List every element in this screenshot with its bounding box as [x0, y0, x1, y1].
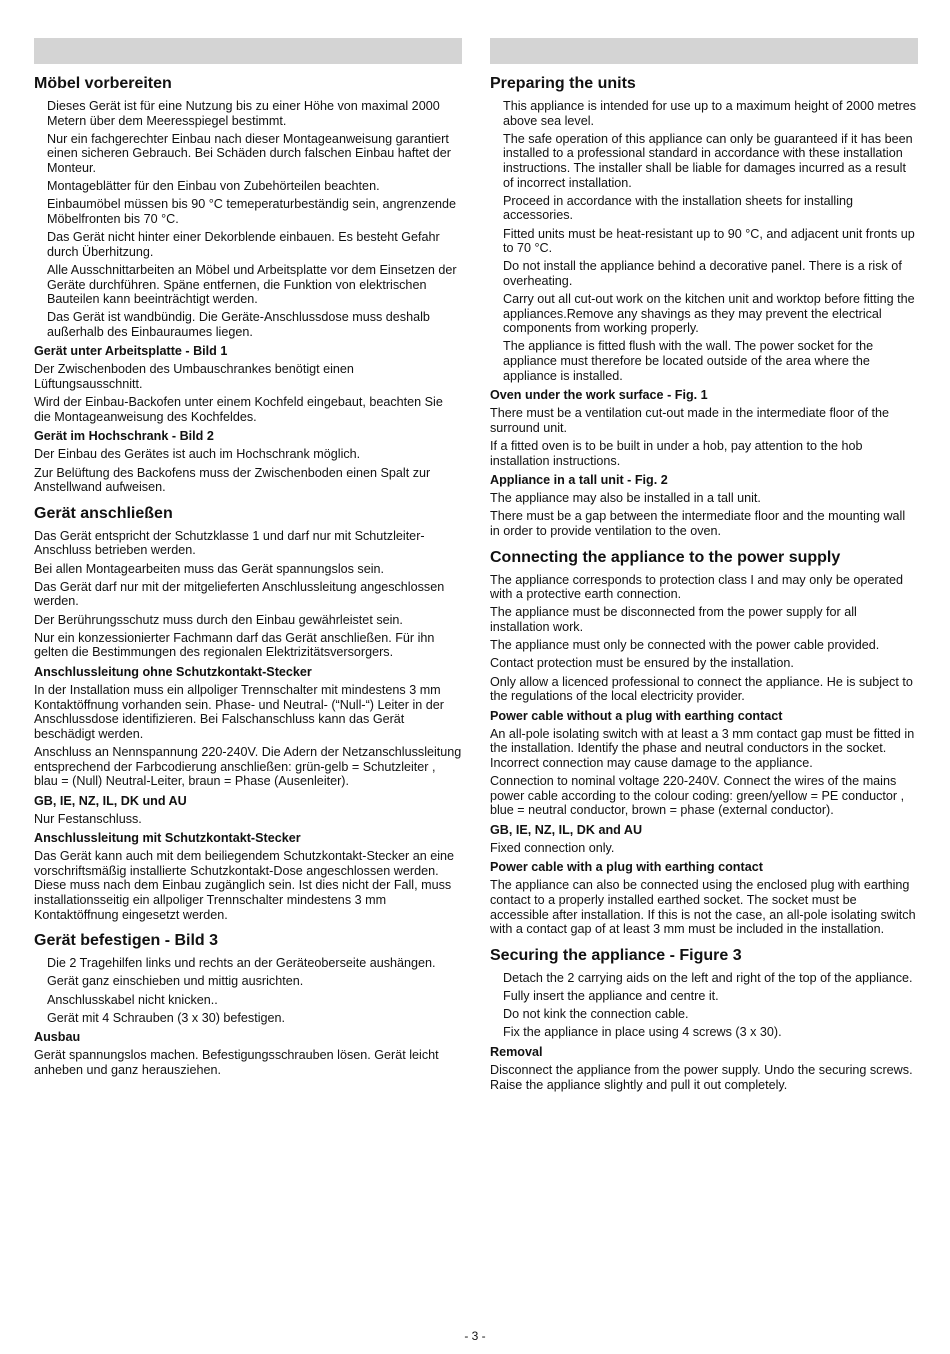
subheading: Appliance in a tall unit - Fig. 2	[490, 473, 668, 488]
german-column	[34, 38, 462, 1081]
instruction-paragraph: Fully insert the appliance and centre it.	[503, 989, 719, 1004]
section-heading: Securing the appliance - Figure 3	[490, 946, 742, 964]
instruction-paragraph: Die 2 Tragehilfen links und rechts an der Geräteoberseite aushängen.	[47, 956, 436, 971]
instruction-paragraph: The appliance is fitted flush with the wall. The power socket for the appliance must therefore be located outside of the area where the appliance is installed.	[503, 339, 874, 383]
paragraph: Only allow a licenced professional to connect the appliance. He is subject to the regulations of the local electricity provider.	[490, 674, 913, 704]
paragraph: Bei allen Montagearbeiten muss das Gerät spannungslos sein.	[34, 561, 385, 576]
paragraph: Der Einbau des Gerätes ist auch im Hochschrank möglich.	[34, 447, 361, 462]
paragraph: If a fitted oven is to be built in under a hob, pay attention to the hob installation instructions.	[490, 439, 863, 468]
paragraph: Das Gerät darf nur mit der mitgelieferten Anschlussleitung angeschlossen werden.	[34, 579, 445, 609]
english-content	[490, 74, 918, 1092]
subheading: Oven under the work surface - Fig. 1	[490, 388, 708, 403]
subheading: GB, IE, NZ, IL, DK and AU	[490, 822, 643, 837]
section	[34, 74, 462, 495]
paragraph: Wird der Einbau-Backofen unter einem Kochfeld eingebaut, beachten Sie die Montageanweisung des Kochfeldes.	[34, 395, 443, 424]
german-header-bar	[34, 38, 462, 64]
section	[34, 931, 462, 1077]
subheading: GB, IE, NZ, IL, DK und AU	[34, 793, 187, 808]
page-number: - 3 -	[464, 1329, 486, 1343]
instruction-paragraph: Carry out all cut-out work on the kitchen unit and worktop before fitting the appliances.Remove any shavings as they may prevent the electrical components from working properly.	[503, 292, 915, 336]
subheading: Ausbau	[34, 1030, 81, 1045]
instruction-paragraph: Fix the appliance in place using 4 screws (3 x 30).	[503, 1025, 782, 1040]
paragraph: The appliance can also be connected using the enclosed plug with earthing contact to a properly installed earthed socket. The socket must be accessible after installation. If this is not the case, an all-pole isolating switch with a contact gap of at least 3 mm must be included in the installation.	[490, 878, 916, 937]
section-heading: Möbel vorbereiten	[34, 75, 172, 92]
instruction-paragraph: Einbaumöbel müssen bis 90 °C temeperaturbeständig sein, angrenzende Möbelfronten bis 70 °C.	[47, 197, 456, 226]
paragraph: The appliance corresponds to protection class I and may only be operated with a protective earth connection.	[490, 572, 904, 602]
paragraph: Disconnect the appliance from the power supply. Undo the securing screws. Raise the appliance slightly and pull it out completely.	[490, 1063, 913, 1092]
section-heading: Gerät befestigen - Bild 3	[34, 932, 219, 950]
paragraph: In der Installation muss ein allpoliger Trennschalter mit mindestens 3 mm Kontaktöffnung vorhanden sein. Phase- und Neutral- (“Null-“) Leiter in der Anschlussdose identifizieren. Bei Falschanschluss kann das Gerät beschädigt werden.	[34, 682, 444, 741]
instruction-paragraph: This appliance is intended for use up to a maximum height of 2000 metres above sea level.	[503, 99, 917, 128]
english-column	[490, 38, 918, 1096]
paragraph: An all-pole isolating switch with at least a 3 mm contact gap must be fitted in the installation. Identify the phase and neutral conductors in the socket. Incorrect connection may cause damage to the appliance.	[490, 726, 915, 770]
paragraph: Der Zwischenboden des Umbauschrankes benötigt einen Lüftungsausschnitt.	[34, 362, 354, 392]
paragraph: Das Gerät entspricht der Schutzklasse 1 und darf nur mit Schutzleiter-Anschluss betrieben werden.	[34, 528, 425, 558]
subheading: Power cable with a plug with earthing contact	[490, 860, 763, 875]
instruction-paragraph: Proceed in accordance with the installation sheets for installing accessories.	[503, 193, 854, 223]
instruction-paragraph: Das Gerät ist wandbündig. Die Geräte-Anschlussdose muss deshalb außerhalb des Einbauraumes liegen.	[47, 310, 430, 339]
instruction-paragraph: Das Gerät nicht hinter einer Dekorblende einbauen. Es besteht Gefahr durch Überhitzung.	[47, 230, 440, 259]
section	[34, 504, 462, 922]
subheading: Anschlussleitung ohne Schutzkontakt-Stecker	[34, 664, 312, 679]
paragraph: Fixed connection only.	[490, 840, 615, 855]
paragraph: Anschluss an Nennspannung 220-240V. Die Adern der Netzanschlussleitung entsprechend der Farbcodierung anschließen: grün-gelb = Schutzleiter , blau = (Null) Neutral-Leiter, braun = Phase (Ausenleiter).	[34, 744, 462, 789]
section	[490, 74, 918, 539]
instruction-paragraph: Anschlusskabel nicht knicken..	[47, 992, 218, 1007]
instruction-paragraph: The safe operation of this appliance can only be guaranteed if it has been installed to a professional standard in accordance with these installation instructions. The installer shall be liable for damages incurred as a result of incorrect installation.	[503, 131, 913, 190]
instruction-paragraph: Alle Ausschnittarbeiten an Möbel und Arbeitsplatte vor dem Einsetzen der Geräte durchführen. Späne entfernen, die Funktion von elektrischen Bauteilen kann beeinträchtigt werden.	[47, 262, 457, 307]
english-header-bar	[490, 38, 918, 64]
section-heading: Connecting the appliance to the power supply	[490, 548, 841, 566]
paragraph: There must be a gap between the intermediate floor and the mounting wall in order to provide ventilation to the oven.	[490, 509, 906, 538]
instruction-paragraph: Montageblätter für den Einbau von Zubehörteilen beachten.	[47, 179, 380, 194]
subheading: Anschlussleitung mit Schutzkontakt-Stecker	[34, 831, 301, 846]
instruction-paragraph: Nur ein fachgerechter Einbau nach dieser Montageanweisung garantiert einen sicheren Gebrauch. Bei Schäden durch falschen Einbau haftet der Monteur.	[47, 131, 451, 175]
instruction-paragraph: Detach the 2 carrying aids on the left and right of the top of the appliance.	[503, 970, 913, 985]
section	[490, 548, 918, 937]
section-heading: Gerät anschließen	[34, 504, 173, 522]
section-heading: Preparing the units	[490, 75, 636, 92]
paragraph: Nur ein konzessionierter Fachmann darf das Gerät anschließen. Für ihn gelten die Bestimmungen des regionalen Elektrizitätsversorgers.	[34, 630, 435, 660]
paragraph: Das Gerät kann auch mit dem beiliegendem Schutzkontakt-Stecker an eine vorschriftsmäßig installierte Schutzkontakt-Dose angeschlossen werden. Diese muss nach dem Einbau zugänglich sein. Ist dies nicht der Fall, muss installationsseitig ein allpoliger Trennschalter mindestens 3 mm Kontaktöffnung eingesetzt werden.	[34, 849, 455, 922]
subheading: Gerät im Hochschrank - Bild 2	[34, 429, 214, 444]
instruction-paragraph: Do not kink the connection cable.	[503, 1007, 689, 1022]
paragraph: The appliance must be disconnected from the power supply for all installation work.	[490, 605, 857, 634]
subheading: Removal	[490, 1045, 543, 1059]
paragraph: Connection to nominal voltage 220-240V. Connect the wires of the mains power cable according to the colour coding: green/yellow = PE conductor , blue = neutral conductor, brown = phase (external conductor).	[490, 774, 905, 818]
paragraph: Contact protection must be ensured by the installation.	[490, 656, 794, 671]
paragraph: Der Berührungsschutz muss durch den Einbau gewährleistet sein.	[34, 612, 403, 627]
instruction-paragraph: Gerät ganz einschieben und mittig ausrichten.	[47, 974, 304, 989]
paragraph: There must be a ventilation cut-out made in the intermediate floor of the surround unit.	[490, 406, 890, 435]
section	[490, 946, 918, 1092]
subheading: Power cable without a plug with earthing contact	[490, 708, 783, 723]
paragraph: Zur Belüftung des Backofens muss der Zwischenboden einen Spalt zur Anstellwand aufweisen.	[34, 465, 431, 495]
instruction-paragraph: Fitted units must be heat-resistant up to 90 °C, and adjacent unit fronts up to 70 °C.	[503, 226, 915, 256]
instruction-paragraph: Gerät mit 4 Schrauben (3 x 30) befestigen.	[47, 1010, 286, 1025]
instruction-paragraph: Dieses Gerät ist für eine Nutzung bis zu einer Höhe von maximal 2000 Metern über dem Meeresspiegel bestimmt.	[47, 99, 440, 128]
paragraph: The appliance may also be installed in a tall unit.	[490, 491, 761, 506]
paragraph: Gerät spannungslos machen. Befestigungsschrauben lösen. Gerät leicht anheben und ganz herausziehen.	[34, 1048, 439, 1077]
german-content	[34, 74, 462, 1078]
instruction-paragraph: Do not install the appliance behind a decorative panel. There is a risk of overheating.	[503, 259, 902, 288]
paragraph: Nur Festanschluss.	[34, 811, 142, 826]
paragraph: The appliance must only be connected with the power cable provided.	[490, 638, 880, 653]
subheading: Gerät unter Arbeitsplatte - Bild 1	[34, 344, 228, 359]
